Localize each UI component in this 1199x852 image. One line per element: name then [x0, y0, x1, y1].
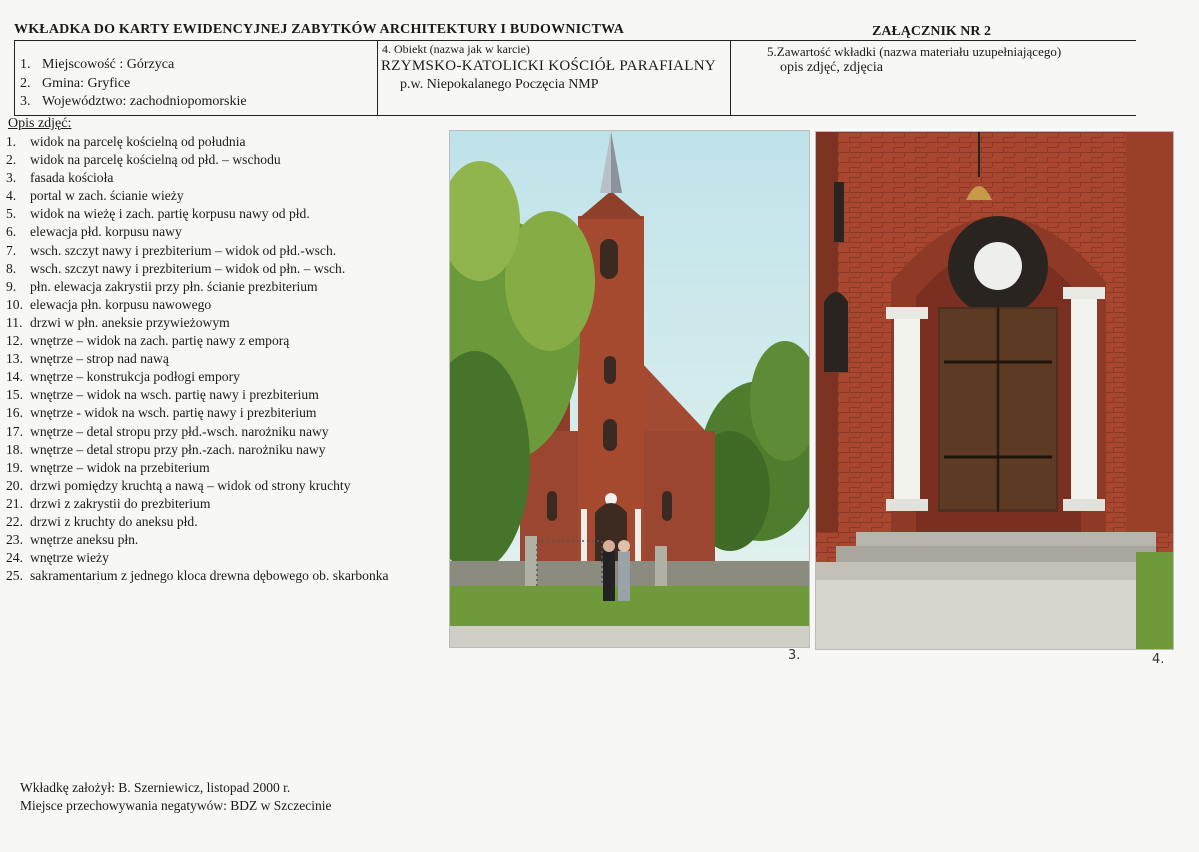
photo-description-item: 11. drzwi w płn. aneksie przywieżowym — [6, 314, 230, 330]
tower-portal-image — [816, 132, 1173, 649]
photo-description-item: 23. wnętrze aneksu płn. — [6, 532, 139, 548]
photo-description-item: 21. drzwi z zakrystii do prezbiterium — [6, 495, 211, 511]
storage-note: Miejsce przechowywania negatywów: BDZ w Szczecinie — [20, 798, 332, 813]
photo-description-item: 20. drzwi pomiędzy kruchtą a nawą – widok od strony kruchty — [6, 477, 351, 493]
photo-description-item: 17. wnętrze – detal stropu przy płd.-wsch. narożniku nawy — [6, 423, 329, 439]
photo-description-item: 14. wnętrze – konstrukcja podłogi empory — [6, 369, 240, 385]
photo-description-item: 5. widok na wieżę i zach. partię korpusu nawy od płd. — [6, 206, 310, 222]
document-title: WKŁADKA DO KARTY EWIDENCYJNEJ ZABYTKÓW ARCHITEKTURY I BUDOWNICTWA — [14, 22, 625, 37]
location-commune: 2. Gmina: Gryfice — [20, 76, 131, 91]
photo-description-item: 15. wnętrze – widok na wsch. partię nawy i prezbiterium — [6, 387, 319, 403]
object-cell — [377, 41, 730, 115]
author-note: Wkładkę założył: B. Szerniewicz, listopad 2000 r. — [20, 780, 291, 795]
photo-description-item: 10. elewacja płn. korpusu nawowego — [6, 296, 212, 312]
photo-description-item: 4. portal w zach. ścianie wieży — [6, 188, 184, 204]
attachment-number: ZAŁĄCZNIK NR 2 — [872, 24, 992, 39]
photo-tower-portal — [815, 131, 1174, 650]
photo-description-item: 7. wsch. szczyt nawy i prezbiterium – widok od płd.-wsch. — [6, 242, 337, 258]
photo-description-item: 9. płn. elewacja zakrystii przy płn. ścianie prezbiterium — [6, 278, 318, 294]
photo-description-item: 6. elewacja płd. korpusu nawy — [6, 224, 182, 240]
photo-description-item: 12. wnętrze – widok na zach. partię nawy z emporą — [6, 333, 290, 349]
contents-cell — [730, 41, 1137, 115]
contents-value: opis zdjęć, zdjęcia — [780, 60, 884, 75]
header-table — [14, 40, 1136, 116]
object-name: RZYMSKO-KATOLICKI KOŚCIÓŁ PARAFIALNY — [381, 58, 716, 74]
photo-description-item: 13. wnętrze – strop nad nawą — [6, 351, 169, 367]
location-cell — [14, 41, 377, 115]
photo-4-number: 4. — [1152, 652, 1165, 667]
object-dedication: p.w. Niepokalanego Poczęcia NMP — [400, 77, 599, 92]
photo-description-item: 1. widok na parcelę kościelną od południa — [6, 134, 246, 149]
photo-description-list — [6, 133, 389, 585]
photo-church-facade — [449, 130, 810, 648]
photo-description-item: 16. wnętrze - widok na wsch. partię nawy i prezbiterium — [6, 405, 317, 421]
photo-description-item: 2. widok na parcelę kościelną od płd. – wschodu — [6, 152, 281, 168]
photo-description-item: 8. wsch. szczyt nawy i prezbiterium – widok od płn. – wsch. — [6, 260, 346, 276]
photo-description-item: 22. drzwi z kruchty do aneksu płd. — [6, 513, 198, 529]
photo-3-number: 3. — [788, 648, 801, 663]
photo-list-title: Opis zdjęć: — [8, 116, 72, 131]
photo-description-item: 19. wnętrze – widok na przebiterium — [6, 459, 210, 475]
church-facade-image — [450, 131, 809, 647]
photo-description-item: 3. fasada kościoła — [6, 170, 114, 186]
location-town: 1. Miejscowość : Górzyca — [20, 57, 175, 72]
object-label: 4. Obiekt (nazwa jak w karcie) — [382, 42, 530, 56]
contents-label: 5.Zawartość wkładki (nazwa materiału uzupełniającego) — [767, 44, 1062, 59]
photo-description-item: 24. wnętrze wieży — [6, 550, 109, 566]
photo-description-item: 18. wnętrze – detal stropu przy płn.-zach. narożniku nawy — [6, 441, 326, 457]
photo-description-item: 25. sakramentarium z jednego kloca drewna dębowego ob. skarbonka — [6, 568, 389, 584]
location-voivodeship: 3. Województwo: zachodniopomorskie — [20, 94, 247, 109]
